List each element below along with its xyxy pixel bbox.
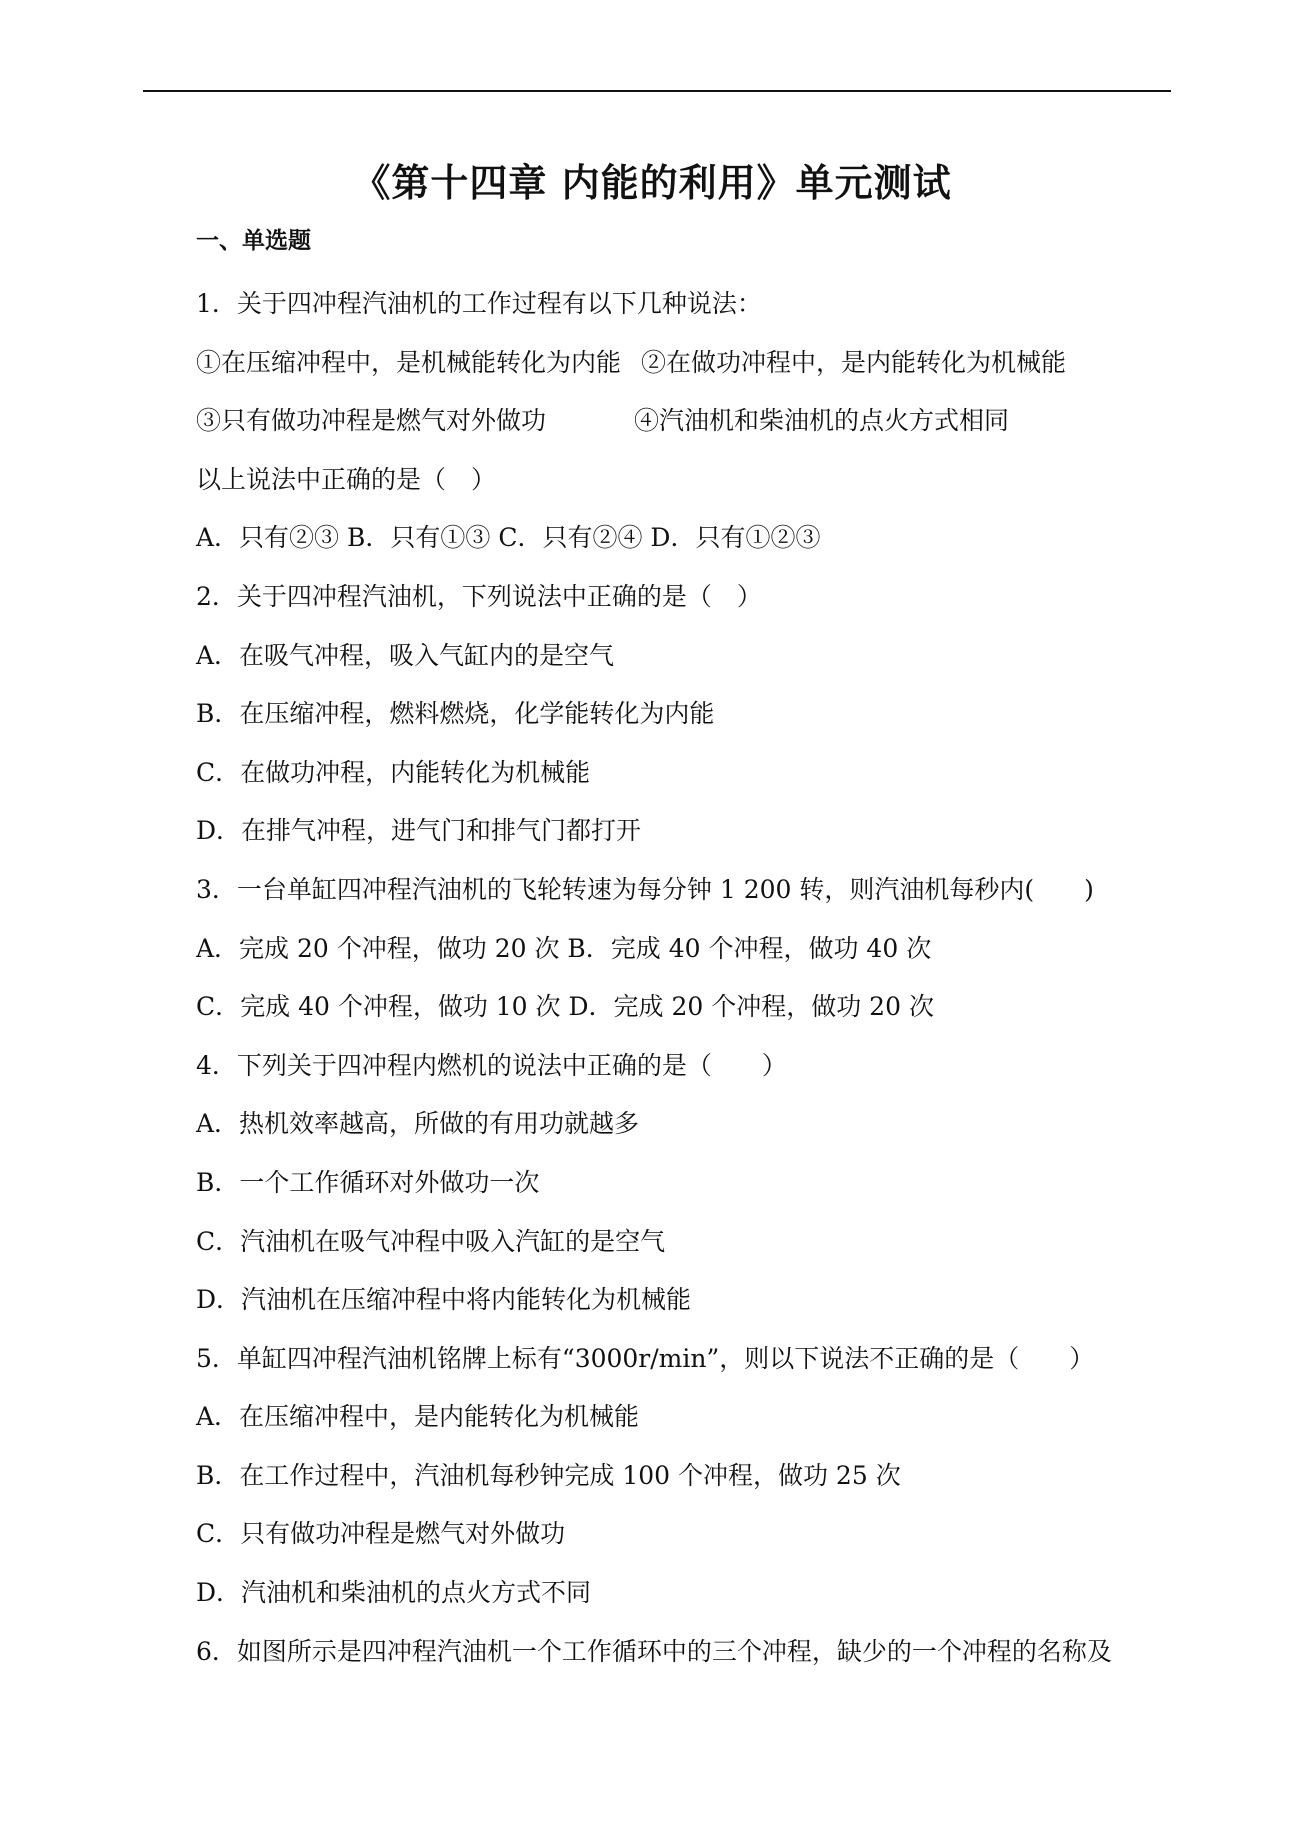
statement-2: ②在做功冲程中，是内能转化为机械能 [641, 347, 1067, 377]
question-5-option-c: C．只有做功冲程是燃气对外做功 [196, 1519, 566, 1549]
document-title: 《第十四章 内能的利用》单元测试 [352, 161, 952, 205]
question-5-option-b: B．在工作过程中，汽油机每秒钟完成 100 个冲程，做功 25 次 [196, 1460, 901, 1490]
question-4-stem: 4．下列关于四冲程内燃机的说法中正确的是（ ） [196, 1050, 787, 1080]
question-1-stem: 1．关于四冲程汽油机的工作过程有以下几种说法： [196, 289, 762, 318]
question-6-stem: 6．如图所示是四冲程汽油机一个工作循环中的三个冲程，缺少的一个冲程的名称及 [196, 1636, 1112, 1666]
statement-1: ①在压缩冲程中，是机械能转化为内能 [196, 347, 622, 377]
question-2-stem: 2．关于四冲程汽油机，下列说法中正确的是（ ） [196, 581, 762, 611]
header-rule [143, 90, 1171, 92]
statement-3: ③只有做功冲程是燃气对外做功 [196, 406, 547, 436]
question-2-option-d: D．在排气冲程，进气门和排气门都打开 [196, 816, 642, 846]
question-1-statements-row-1 [196, 334, 1186, 393]
question-4-option-b: B．一个工作循环对外做功一次 [196, 1167, 540, 1197]
question-list [196, 275, 1186, 1681]
question-3-options-ab: A．完成 20 个冲程，做功 20 次 B．完成 40 个冲程，做功 40 次 [196, 933, 932, 963]
question-5-option-d: D．汽油机和柴油机的点火方式不同 [196, 1578, 592, 1608]
section-heading: 一、单选题 [196, 228, 311, 254]
question-2-option-b: B．在压缩冲程，燃料燃烧，化学能转化为内能 [196, 699, 715, 729]
question-4-option-a: A．热机效率越高，所做的有用功就越多 [196, 1109, 640, 1139]
question-1-statements-row-2 [196, 392, 1186, 451]
question-2-option-a: A．在吸气冲程，吸入气缸内的是空气 [196, 640, 615, 670]
question-3-stem: 3．一台单缸四冲程汽油机的飞轮转速为每分钟 1 200 转，则汽油机每秒内( ) [196, 874, 1094, 904]
question-1-prompt: 以上说法中正确的是（ ） [196, 464, 497, 494]
question-1-options: A．只有②③ B．只有①③ C．只有②④ D．只有①②③ [196, 523, 821, 553]
question-4-option-c: C．汽油机在吸气冲程中吸入汽缸的是空气 [196, 1226, 666, 1256]
question-5-stem: 5．单缸四冲程汽油机铭牌上标有“3000r/min”，则以下说法不正确的是（ ） [196, 1343, 1095, 1373]
statement-4: ④汽油机和柴油机的点火方式相同 [634, 406, 1010, 436]
question-5-option-a: A．在压缩冲程中，是内能转化为机械能 [196, 1402, 640, 1432]
question-4-option-d: D．汽油机在压缩冲程中将内能转化为机械能 [196, 1285, 692, 1315]
question-3-options-cd: C．完成 40 个冲程，做功 10 次 D．完成 20 个冲程，做功 20 次 [196, 992, 934, 1022]
question-2-option-c: C．在做功冲程，内能转化为机械能 [196, 757, 591, 787]
